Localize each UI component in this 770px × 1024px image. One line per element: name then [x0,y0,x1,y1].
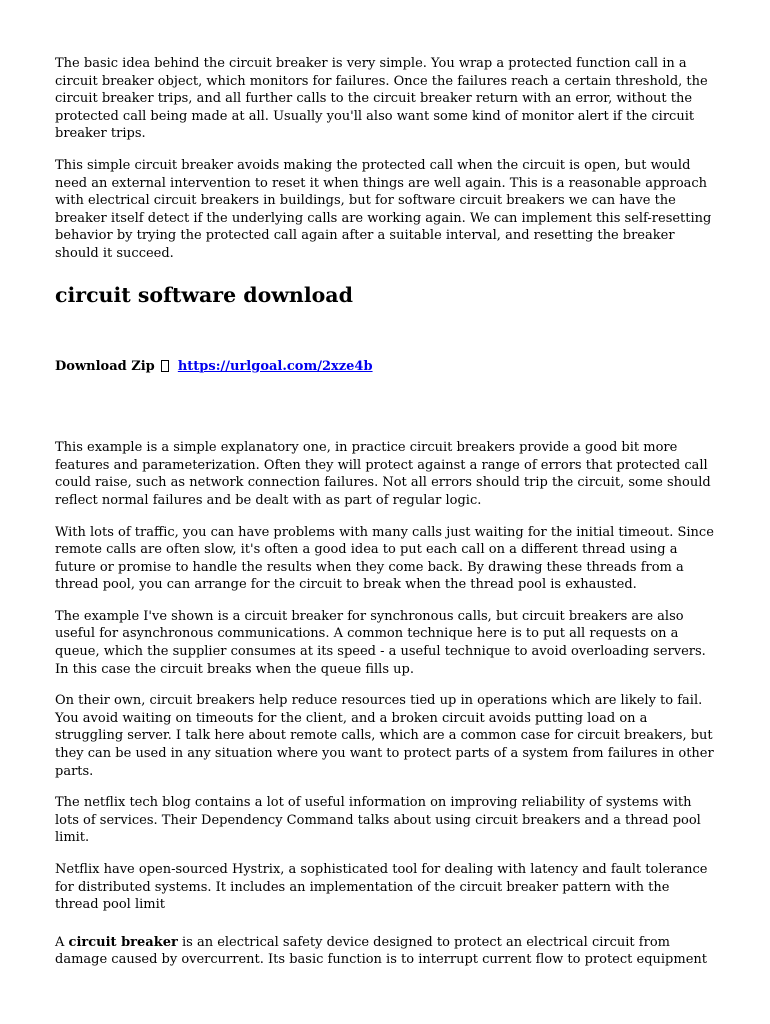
definition-text: is an electrical safety device designed to protect an electrical circuit from damage caused by overcurrent. Its basic function is to interrupt current flow to protect equipment [55,934,707,968]
missing-glyph-icon [161,360,169,372]
definition-prefix: A [55,934,69,950]
paragraph-netflix-blog: The netflix tech blog contains a lot of useful information on improving reliability of systems with lots of services. Their Dependency Command talks about using circuit breakers and a thread pool limit. [55,795,701,846]
paragraph-traffic: With lots of traffic, you can have problems with many calls just waiting for the initial timeout. Since remote calls are often slow, it's often a good idea to put each call on a different thread using a future or promise to handle the results when they come back. By drawing these threads from a thread pool, you can arrange for the circuit to break when the thread pool is exhausted. [55,524,714,593]
definition-term: circuit breaker [68,934,178,950]
paragraph-self-reset: This simple circuit breaker avoids making the protected call when the circuit is open, but would need an external intervention to reset it when things are well again. This is a reasonable approach with electrical circuit breakers in buildings, but for software circuit breakers we can have the breaker itself detect if the underlying calls are working again. We can implement this self-resetting behavior by trying the protected call again after a suitable interval, and resetting the breaker should it succeed. [55,157,712,261]
download-label: Download Zip [55,358,155,374]
download-link[interactable]: https://urlgoal.com/2xze4b [177,358,373,374]
paragraph-explanatory: This example is a simple explanatory one, in practice circuit breakers provide a good bit more features and parameterization. Often they will protect against a range of errors that protected call could raise, such as network connection failures. Not all errors should trip the circuit, some should reflect normal failures and be dealt with as part of regular logic. [55,440,711,508]
paragraph-intro: The basic idea behind the circuit breaker is very simple. You wrap a protected function call in a circuit breaker object, which monitors for failures. Once the failures reach a certain threshold, the circuit breaker trips, and all further calls to the circuit breaker return with an error, without the protected call being made at all. Usually you'll also want some kind of monitor alert if the circuit breaker trips. [55,56,708,142]
document-page [55,55,715,969]
download-line [55,358,715,376]
section-heading: circuit software download [55,282,353,307]
paragraph-async: The example I've shown is a circuit breaker for synchronous calls, but circuit breakers are also useful for asynchronous communications. A common technique here is to put all requests on a queue, which the supplier consumes at its speed - a useful technique to avoid overloading servers. In this case the circuit breaks when the queue fills up. [55,608,706,677]
paragraph-hystrix: Netflix have open-sourced Hystrix, a sophisticated tool for dealing with latency and fault tolerance for distributed systems. It includes an implementation of the circuit breaker pattern with the thread pool limit [55,862,708,913]
paragraph-resources: On their own, circuit breakers help reduce resources tied up in operations which are likely to fail. You avoid waiting on timeouts for the client, and a broken circuit avoids putting load on a struggling server. I talk here about remote calls, which are a common case for circuit breakers, but they can be used in any situation where you want to protect parts of a system from failures in other parts. [55,693,714,779]
paragraph-definition [55,934,715,969]
